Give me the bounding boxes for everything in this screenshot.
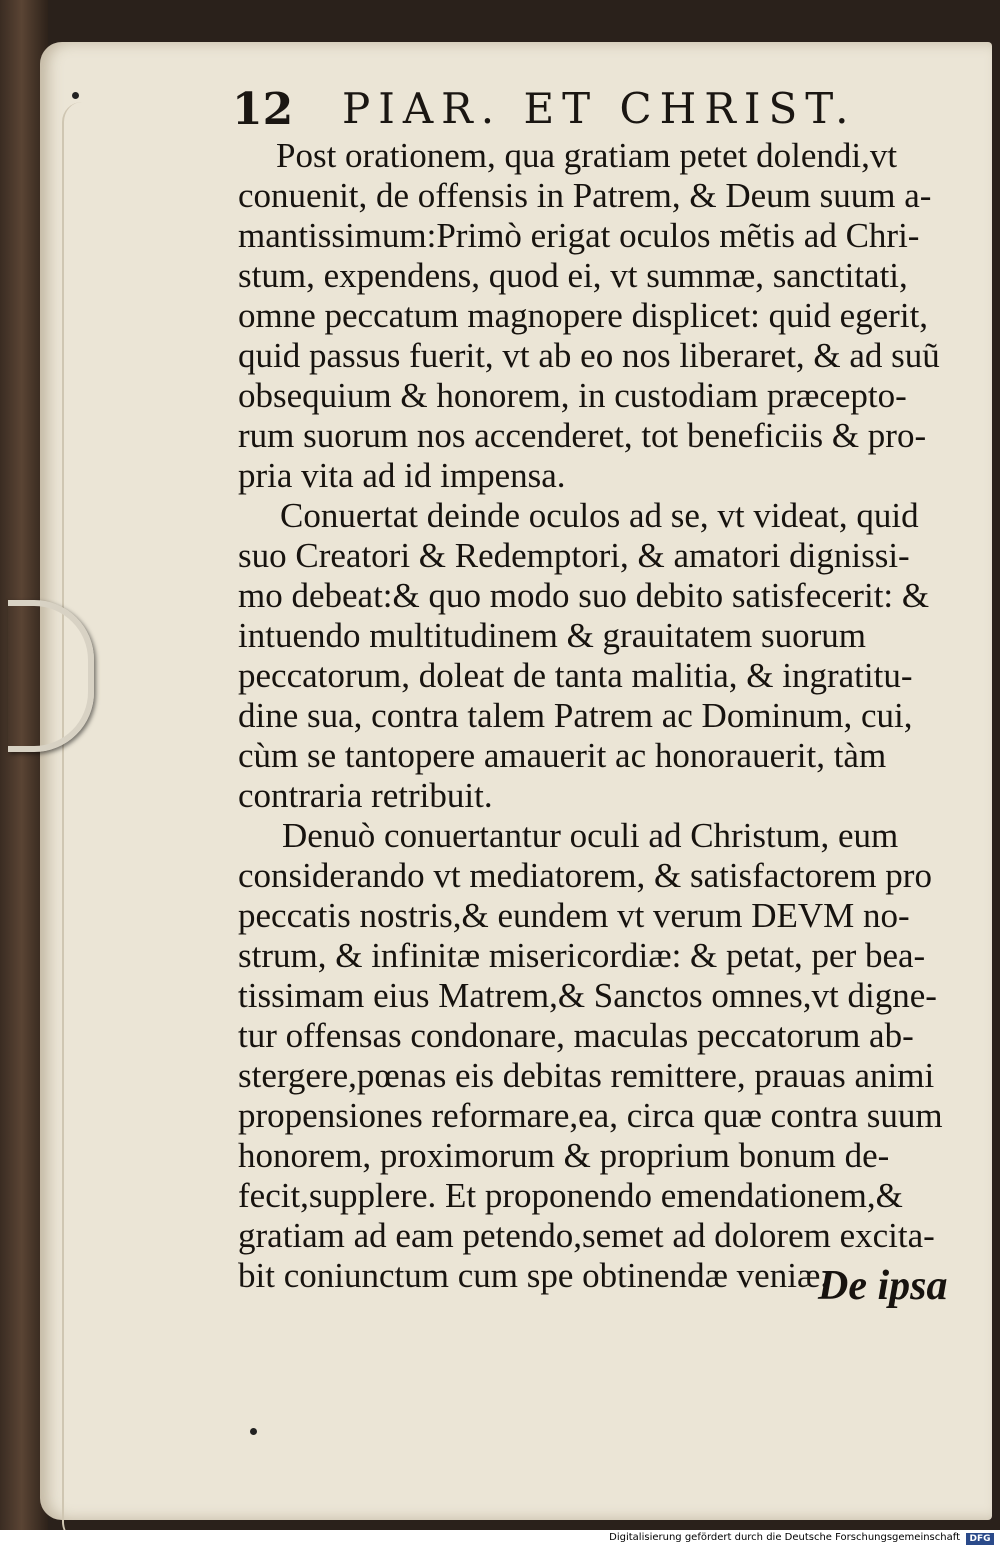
text-line: stum, expendens, quod ei, vt summæ, sanctitati, [238,256,908,295]
page-header [232,78,872,138]
text-line: mantissimum:Primò erigat oculos mẽtis ad Chri- [238,216,920,255]
ink-dot [250,1428,257,1435]
text-line: Conuertat deinde oculos ad se, vt videat, quid [280,496,919,535]
text-line: considerando vt mediatorem, & satisfactorem pro [238,856,932,895]
catchword: De ipsa [818,1263,948,1309]
text-line: stergere,pœnas eis debitas remittere, prauas animi [238,1056,935,1095]
text-line: strum, & infinitæ misericordiæ: & petat, per bea- [238,936,926,975]
text-line: tur offensas condonare, maculas peccatorum ab- [238,1016,914,1055]
text-line: propensiones reformare,ea, circa quæ contra suum [238,1096,943,1135]
ink-dot [72,92,79,99]
text-line: quid passus fuerit, vt ab eo nos liberaret, & ad suũ [238,336,940,375]
text-line: conuenit, de offensis in Patrem, & Deum suum a- [238,176,932,215]
text-line: peccatis nostris,& eundem vt verum DEVM no- [238,896,910,935]
text-line: mo debeat:& quo modo suo debito satisfecerit: & [238,576,930,615]
page-number: 12 [232,84,294,135]
text-line: dine sua, contra talem Patrem ac Dominum, cui, [238,696,913,735]
funding-credit: Digitalisierung gefördert durch die Deutsche Forschungsgemeinschaft [609,1532,960,1543]
text-line: suo Creatori & Redemptori, & amatori dignissi- [238,536,910,575]
text-line: intuendo multitudinem & grauitatem suorum [238,616,866,655]
text-line: omne peccatum magnopere displicet: quid egerit, [238,296,929,335]
text-line: gratiam ad eam petendo,semet ad dolorem excita- [238,1216,935,1255]
text-line: honorem, proximorum & proprium bonum de- [238,1136,890,1175]
text-line: obsequium & honorem, in custodiam præcepto- [238,376,907,415]
text-line: contraria retribuit. [238,776,493,815]
text-line: bit coniunctum cum spe obtinendæ veniæ. [238,1256,830,1295]
dfg-logo: DFG [966,1533,994,1545]
text-line: fecit,supplere. Et proponendo emendationem,& [238,1176,903,1215]
page-stack-edge [62,102,94,1530]
text-line: rum suorum nos accenderet, tot beneficiis & pro- [238,416,927,455]
text-line: peccatorum, doleat de tanta malitia, & ingratitu- [238,656,913,695]
running-title: PIAR. ET CHRIST. [342,84,857,133]
footer-bar [0,1530,1000,1548]
text-line: tissimam eius Matrem,& Sanctos omnes,vt digne- [238,976,937,1015]
text-line: Denuò conuertantur oculi ad Christum, eum [282,816,899,855]
text-line: cùm se tantopere amauerit ac honorauerit, tàm [238,736,887,775]
text-line: pria vita ad id impensa. [238,456,566,495]
text-line: Post orationem, qua gratiam petet dolendi,vt [276,136,898,175]
